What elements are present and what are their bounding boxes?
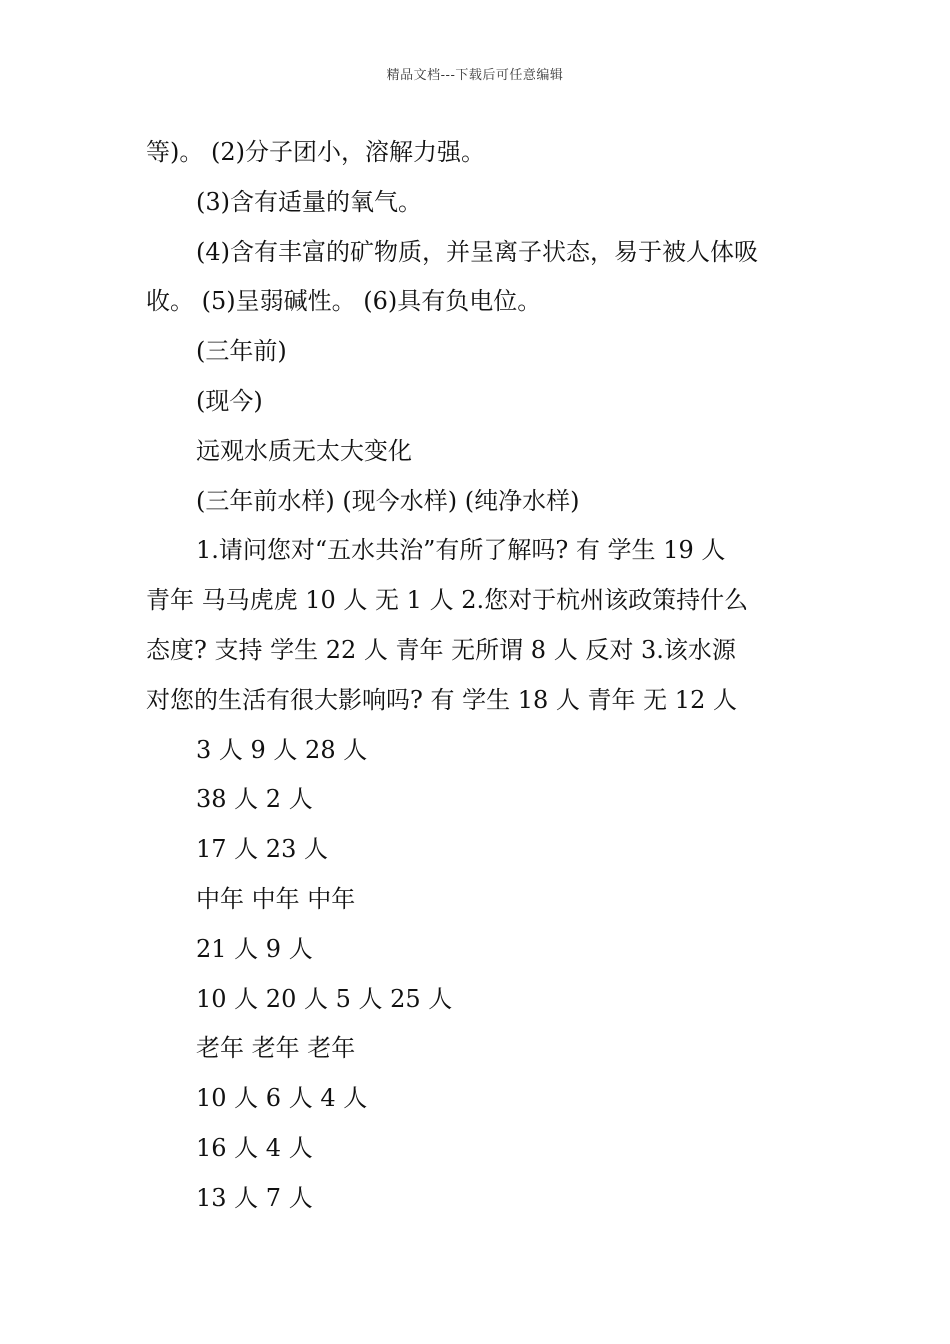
text-line: 17 人 23 人 [196,835,328,864]
text-line: 老年 老年 老年 [196,1034,356,1063]
text-line: 21 人 9 人 [196,934,313,963]
text-line: 10 人 6 人 4 人 [196,1084,368,1113]
text-line: 对您的生活有很大影响吗? 有 学生 18 人 青年 无 12 人 [146,685,737,714]
text-line: 3 人 9 人 28 人 [196,735,368,764]
text-line: 青年 马马虎虎 10 人 无 1 人 2.您对于杭州该政策持什么 [146,586,749,615]
text-line: 等)。 (2)分子团小，溶解力强。 [146,138,485,166]
document-body [146,128,810,1224]
text-line: 1.请问您对“五水共治”有所了解吗? 有 学生 19 人 [196,536,726,565]
text-line: (现今) [196,386,263,415]
page-header: 精品文档---下载后可任意编辑 [386,68,564,83]
text-line: (三年前水样) (现今水样) (纯净水样) [196,486,580,515]
text-line: (三年前) [196,337,287,366]
text-line: 10 人 20 人 5 人 25 人 [196,984,453,1013]
text-line: (3)含有适量的氧气。 [196,187,422,216]
text-line: 态度? 支持 学生 22 人 青年 无所谓 8 人 反对 3.该水源 [146,635,736,664]
text-line: 收。 (5)呈弱碱性。 (6)具有负电位。 [146,287,542,316]
text-line: 远观水质无太大变化 [196,436,412,465]
text-line: 13 人 7 人 [196,1183,313,1212]
text-line: 16 人 4 人 [196,1133,313,1162]
text-line: 38 人 2 人 [196,785,313,814]
text-line: (4)含有丰富的矿物质，并呈离子状态，易于被人体吸 [196,237,758,266]
text-line: 中年 中年 中年 [196,884,356,913]
